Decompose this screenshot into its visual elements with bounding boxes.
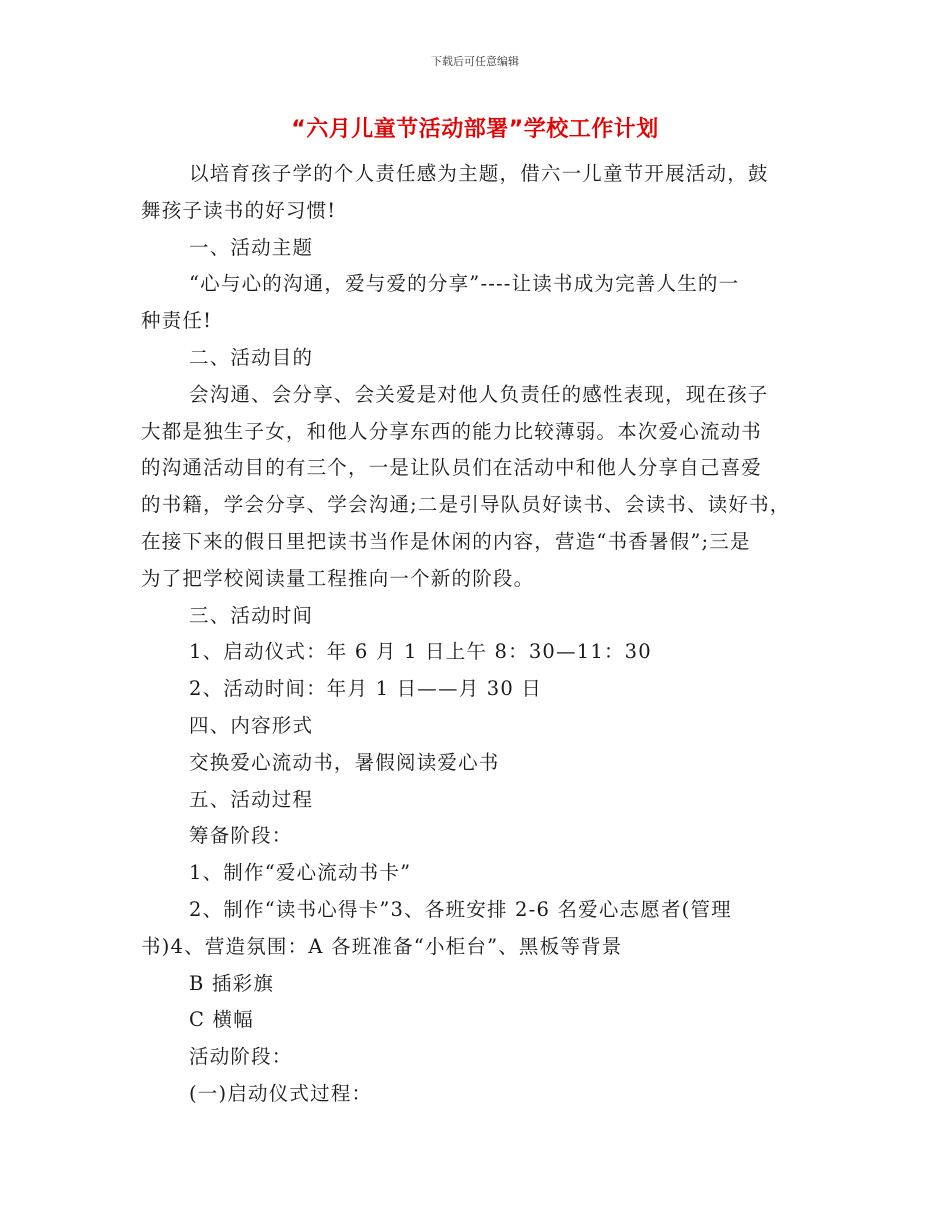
section-heading: 一、活动主题 [189, 235, 314, 259]
document-body [141, 156, 809, 1113]
paragraph-line: 交换爱心流动书，暑假阅读爱心书 [189, 750, 500, 774]
paragraph-line: 种责任! [141, 309, 213, 333]
section-heading: 二、活动目的 [189, 345, 314, 369]
document-title: “六月儿童节活动部署”学校工作计划 [291, 117, 659, 142]
subsection-heading: (一)启动仪式过程： [189, 1081, 373, 1105]
subsection-heading: 筹备阶段： [189, 824, 293, 848]
list-item: 书)4、营造氛围：A 各班准备“小柜台”、黑板等背景 [141, 934, 623, 958]
paragraph-line: 舞孩子读书的好习惯! [141, 198, 337, 222]
paragraph-line: 的沟通活动目的有三个，一是让队员们在活动中和他人分享自己喜爱 [141, 456, 763, 480]
section-heading: 五、活动过程 [189, 787, 314, 811]
paragraph-line: 在接下来的假日里把读书当作是休闲的内容，营造“书香暑假”;三是 [141, 529, 751, 553]
section-heading: 四、内容形式 [189, 713, 314, 737]
paragraph-line: 的书籍，学会分享、学会沟通;二是引导队员好读书、会读书、读好书， [141, 493, 791, 517]
list-item: B 插彩旗 [189, 971, 275, 995]
list-item: 1、启动仪式：年 6 月 1 日上午 8：30—11：30 [189, 640, 652, 664]
paragraph-line: 会沟通、会分享、会关爱是对他人负责任的感性表现，现在孩子 [189, 382, 769, 406]
section-heading: 三、活动时间 [189, 603, 314, 627]
paragraph-line: 为了把学校阅读量工程推向一个新的阶段。 [141, 566, 535, 590]
paragraph-line: “心与心的沟通，爱与爱的分享”----让读书成为完善人生的一 [189, 272, 740, 296]
paragraph-line: 大都是独生子女，和他人分享东西的能力比较薄弱。本次爱心流动书 [141, 419, 763, 443]
subsection-heading: 活动阶段： [189, 1045, 293, 1069]
list-item: 1、制作“爱心流动书卡” [189, 861, 412, 885]
list-item: 2、制作“读书心得卡”3、各班安排 2-6 名爱心志愿者(管理 [189, 897, 732, 921]
header-note: 下载后可任意编辑 [431, 55, 519, 68]
list-item: 2、活动时间：年月 1 日——月 30 日 [189, 677, 543, 701]
list-item: C 横幅 [189, 1008, 254, 1032]
paragraph-line: 以培育孩子学的个人责任感为主题，借六一儿童节开展活动，鼓 [189, 162, 769, 185]
